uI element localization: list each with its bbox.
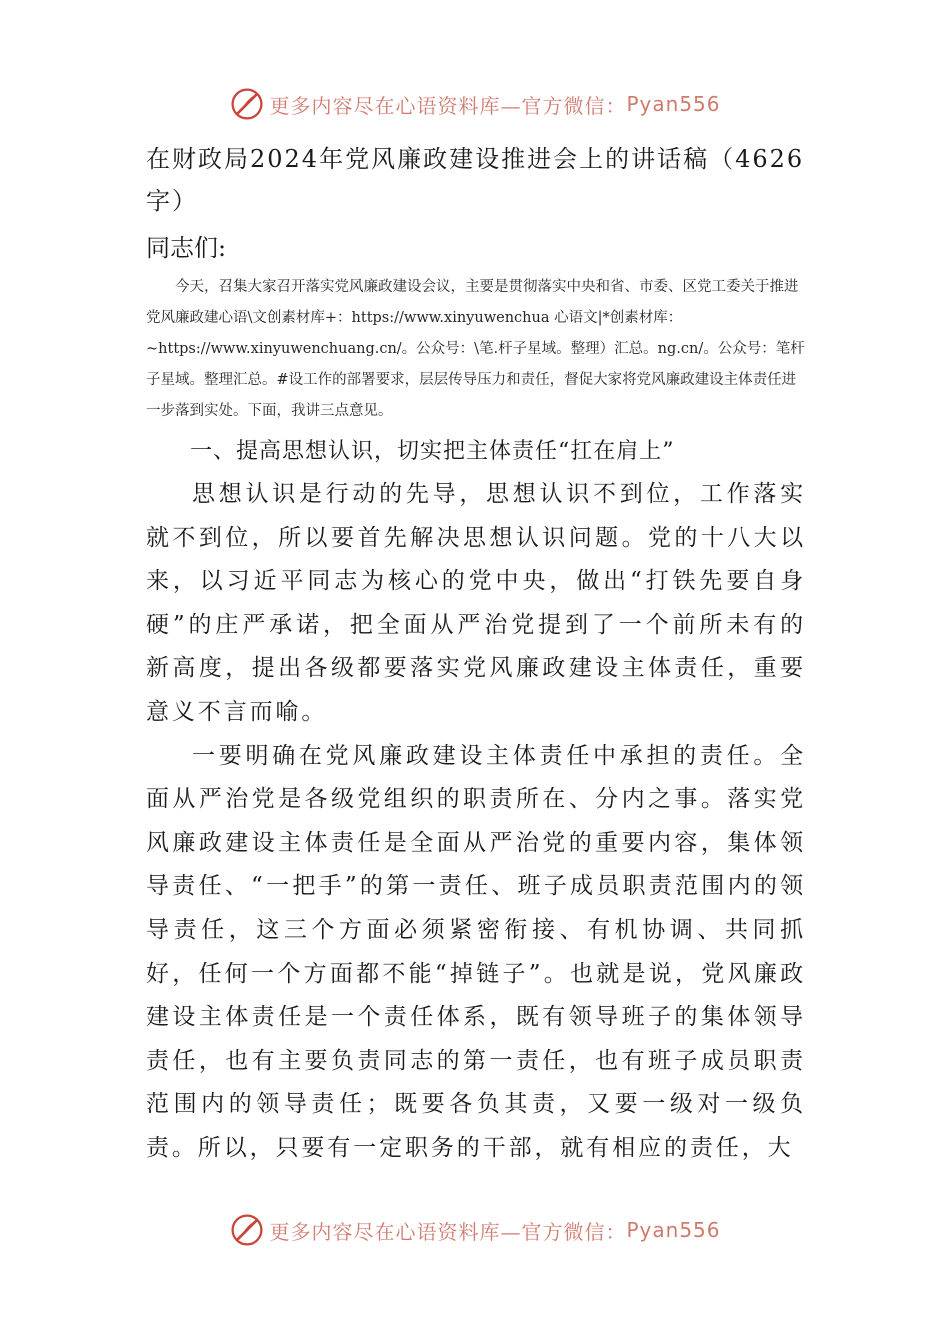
- section-heading-1: 一、提高思想认识，切实把主体责任“扛在肩上”: [190, 439, 675, 464]
- watermark-wechat-id: Pyan556: [626, 1218, 721, 1242]
- document-title: 在财政局2024年党风廉政建设推进会上的讲话稿（4626字）: [146, 145, 805, 215]
- watermark-footer: [0, 1210, 950, 1250]
- paragraph-2: 一要明确在党风廉政建设主体责任中承担的责任。全面从严治党是各级党组织的职责所在、分内之事。落实党风廉政建设主体责任是全面从严治党的重要内容，集体领导责任、“一把手”的第一责任、班子成员职责范围内的领导责任，这三个方面必须紧密衔接、有机协调、共同抓好，任何一个方面都不能“掉链子”。也就是说，党风廉政建设主体责任是一个责任体系，既有领导班子的集体领导责任，也有主要负责同志的第一责任，也有班子成员职责范围内的领导责任；既要各负其责，又要一级对一级负责。所以，只要有一定职务的干部，就有相应的责任，大: [146, 742, 806, 1161]
- intro-paragraph: 今天，召集大家召开落实党风廉政建设会议，主要是贯彻落实中央和省、市委、区党工委关于推进党风廉政建心语\文创素材库+：https://www.xinyuwenchua 心语文|*创素材库：~https://www.xinyuwenchuang.cn/。公众号：\笔.杆子星域。整理）汇总。ng.cn/。公众号：笔杆子星域。整理汇总。#设工作的部署要求，层层传导压力和责任，督促大家将党风廉政建设主体责任进一步落到实处。下面，我讲三点意见。: [146, 279, 805, 419]
- quill-logo-icon: [229, 86, 265, 122]
- watermark-header: [0, 84, 950, 124]
- watermark-text: 更多内容尽在心语资料库—官方微信：: [269, 93, 627, 118]
- watermark-text: 更多内容尽在心语资料库—官方微信：: [269, 1219, 627, 1244]
- greeting: 同志们:: [146, 234, 227, 262]
- watermark-wechat-id: Pyan556: [626, 92, 721, 116]
- quill-logo-icon: [229, 1212, 265, 1248]
- document-body: [146, 138, 806, 1171]
- paragraph-1: 思想认识是行动的先导，思想认识不到位，工作落实就不到位，所以要首先解决思想认识问题。党的十八大以来，以习近平同志为核心的党中央，做出“打铁先要自身硬”的庄严承诺，把全面从严治党提到了一个前所未有的新高度，提出各级都要落实党风廉政建设主体责任，重要意义不言而喻。: [146, 481, 806, 725]
